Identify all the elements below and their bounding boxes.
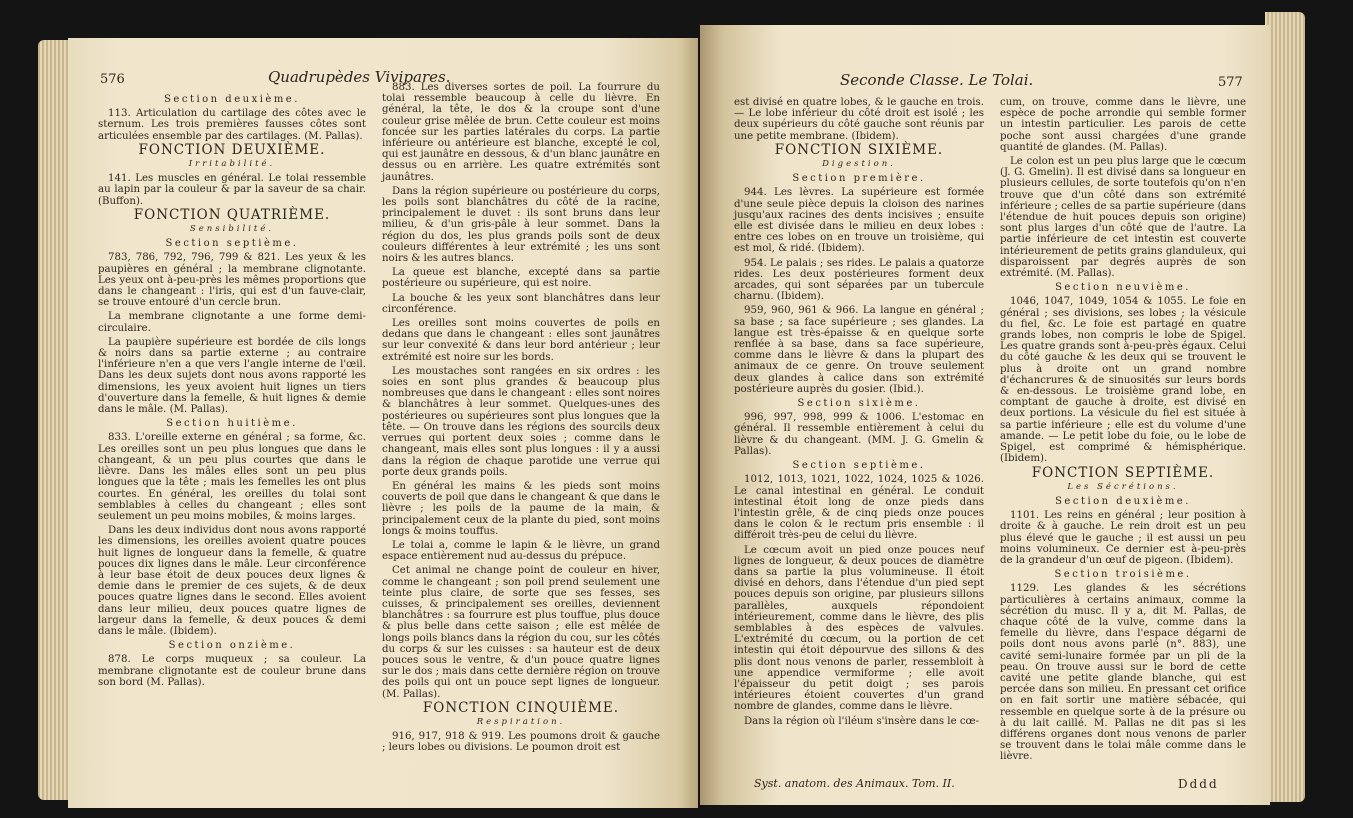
paragraph: est divisé en quatre lobes, & le gauche en trois. — Le lobe inférieur du côté droit est isolé ; les deux supérieurs du côté gauche sont réunis par une petite membrane. (Ibidem). (734, 97, 984, 142)
function-heading: FONCTION DEUXIÈME. (138, 141, 326, 158)
section-heading: Section deuxième. (164, 94, 300, 105)
right-column-2 (1000, 97, 1246, 766)
section-heading: Section première. (792, 173, 926, 185)
paragraph: Cet animal ne change point de couleur en hiver, comme le changeant ; son poil prend seulement une teinte plus claire, de sorte que ses fesses, ses cuisses, & principalement ses oreilles, deviennent blanchâtres : sa fourrure est plus touffue, plus douce & plus belle dans cette saison ; elle est mêlée de longs poils blancs dans la région du cou, sur les côtés du corps & sur les cuisses : sa hauteur est de deux pouces sous le ventre, & d'un pouce quatre lignes sur le dos ; mais dans cette dernière région on trouve des poils qui ont un pouce sept lignes de longueur. (M. Pallas). (382, 565, 661, 700)
page-number: 577 (1218, 75, 1243, 90)
paragraph: Le colon est un peu plus large que le cœcum (J. G. Gmelin). Il est divisé dans sa longueur en plusieurs cellules, de sorte toutefois qu'on n'en trouve que d'un côté dans son extrémité inférieure ; celles de sa partie supérieure (dans l'étendue de huit pouces depuis son origine) sont plus larges d'un côté que de l'autre. La partie inférieure de cet intestin est couverte intérieurement de petits grains glanduleux, qui disparoissent par degrés auprès de son extrémité. (M. Pallas). (1000, 156, 1246, 280)
paragraph: La paupière supérieure est bordée de cils longs & noirs dans sa partie externe ; au contraire l'inférieure n'en a que vers l'angle interne de l'œil. Dans les deux sujets dont nous avons rapporté les dimensions, les yeux avoient huit lignes un tiers d'ouverture dans la femelle, & huit lignes & demie dans le mâle. (M. Pallas). (98, 336, 366, 416)
paragraph: Dans la région où l'iléum s'insère dans le cœ- (744, 715, 980, 727)
right-column-1 (734, 97, 984, 730)
paragraph: cum, on trouve, comme dans le lièvre, une espèce de poche arrondie qui semble former un intestin particulier. Les parois de cette poche sont aussi chargées d'une grande quantité de glandes. (M. Pallas). (1000, 97, 1246, 153)
paragraph: 959, 960, 961 & 966. La langue en général ; sa base ; sa face supérieure ; ses glandes. La langue est très-épaisse & en quelque sorte renflée à sa base, dans sa face supérieure, comme dans le lièvre & dans la plupart des animaux de ce genre. On trouve seulement deux glandes à calice dans son extrémité postérieure auprès du gosier. (Ibid.). (734, 305, 984, 395)
right-page (700, 25, 1270, 805)
paragraph: 878. Le corps muqueux ; sa couleur. La membrane clignotante est de couleur brune dans son bord (M. Pallas). (98, 654, 366, 688)
paragraph: Les oreilles sont moins couvertes de poils en dedans que dans le changeant : elles sont jaunâtres sur leur convexité & dans leur bord antérieur ; leur extrémité est noire sur les bords. (382, 318, 660, 363)
paragraph: 996, 997, 998, 999 & 1006. L'estomac en général. Il ressemble entièrement à celui du lièvre & du changeant. (MM. J. G. Gmelin & Pallas). (734, 412, 984, 457)
section-heading: Section deuxième. (1055, 495, 1191, 507)
subheading: Les Sécrétions. (1067, 481, 1179, 492)
paragraph: 783, 786, 792, 796, 799 & 821. Les yeux & les paupières en général ; la membrane clignotante. Les yeux ont à-peu-près les mêmes proportions que dans le changeant : l'iris, qui est d'un fauve-clair, se trouve entouré d'un cercle brun. (98, 252, 366, 309)
function-heading: FONCTION QUATRIÈME. (133, 206, 331, 223)
paragraph: La membrane clignotante a une forme demi-circulaire. (98, 311, 366, 334)
paragraph: 141. Les muscles en général. Le tolai ressemble au lapin par la couleur & par la saveur de sa chair. (Buffon). (98, 173, 366, 207)
page-edges-right (1265, 12, 1305, 802)
paragraph: La bouche & les yeux sont blanchâtres dans leur circonférence. (382, 292, 660, 315)
page-edges-left (38, 40, 72, 800)
function-heading: FONCTION CINQUIÈME. (422, 699, 620, 716)
section-heading: Section sixième. (797, 398, 921, 410)
paragraph: Dans la région supérieure ou postérieure du corps, les poils sont blanchâtres du côté de la racine, principalement le duvet : ils sont bruns dans leur milieu, & d'un gris-pâle à leur sommet. Dans la région du dos, les plus grands poils sont de deux couleurs différentes à leur extrémité ; les uns sont noirs & les autres blancs. (382, 185, 660, 265)
running-head: Seconde Classe. Le Tolai. (840, 71, 1034, 89)
paragraph: La queue est blanche, excepté dans sa partie postérieure ou supérieure, qui est noire. (382, 267, 660, 290)
paragraph: Le tolai a, comme le lapin & le lièvre, un grand espace entièrement nud au-dessus du prépuce. (382, 539, 660, 563)
page-footer: Syst. anatom. des Animaux. Tom. II. (754, 777, 955, 790)
subheading: Irritabilité. (188, 159, 276, 170)
paragraph: 1012, 1013, 1021, 1022, 1024, 1025 & 1026. Le canal intestinal en général. Le conduit intestinal étoit long de onze pieds dans l'intestin grêle, & de cinq pieds onze pouces dans le colon & le rectum pris ensemble : il différoit très-peu de celui du lièvre. (734, 474, 984, 542)
paragraph: Le cœcum avoit un pied onze pouces neuf lignes de longueur, & deux pouces de diamètre dans sa partie la plus volumineuse. Il étoit divisé en dehors, dans l'étendue d'un pied sept pouces depuis son origine, par plusieurs sillons parallèles, auxquels répondoient intérieurement, comme dans le lièvre, des plis semblables à des espèces de valvules. L'extrémité du cœcum, ou la portion de cet intestin qui étoit dépourvue des sillons & des plis dont nous venons de parler, ressembloit à une appendice vermiforme ; elle avoit l'épaisseur du petit doigt ; ses parois intérieures étoient couvertes d'un grand nombre de glandes, comme dans le lièvre. (734, 544, 984, 713)
paragraph: 883. Les diverses sortes de poil. La fourrure du tolai ressemble beaucoup à celle du lièvre. En général, la tête, le dos & la croupe sont d'une couleur grise mêlée de brun. Cette couleur est moins foncée sur les parties latérales du corps. La partie inférieure ou antérieure est blanche, excepté le col, qui est jaunâtre en dessous, & d'un blanc jaunâtre en dessus ou en arrière. Les quatre extrémités sont jaunâtres. (382, 82, 660, 183)
section-heading: Section septième. (792, 460, 926, 472)
paragraph: 113. Articulation du cartilage des côtes avec le sternum. Les trois premières fausses côtes sont articulées ensemble par des cartilages. (M. Pallas). (98, 108, 366, 142)
left-column-2 (382, 82, 660, 757)
section-heading: Section huitième. (166, 418, 298, 430)
paragraph: 1101. Les reins en général ; leur position à droite & à gauche. Le rein droit est un peu plus élevé que le gauche ; il est aussi un peu moins volumineux. Ce dernier est à-peu-près de la grandeur d'un œuf de pigeon. (Ibidem). (1000, 510, 1246, 566)
page-number: 576 (100, 72, 125, 87)
paragraph: En général les mains & les pieds sont moins couverts de poil que dans le changeant & que dans le lièvre ; les poils de la paume de la main, & principalement ceux de la plante du pied, sont moins longs & moins touffus. (382, 480, 660, 537)
subheading: Digestion. (822, 159, 896, 170)
paragraph: Dans les deux individus dont nous avons rapporté les dimensions, les oreilles avoient quatre pouces huit lignes de longueur dans la femelle, & quatre pouces dix lignes dans le mâle. Leur circonférence à leur base étoit de deux pouces deux lignes & demie dans le premier de ces sujets, & de deux pouces quatre lignes dans le second. Elles avoient dans leur milieu, deux pouces quatre lignes de largeur dans la femelle, & deux pouces & demi dans le mâle. (Ibidem). (98, 525, 366, 637)
function-heading: FONCTION SEPTIÈME. (1031, 464, 1215, 481)
section-heading: Section septième. (165, 238, 299, 250)
paragraph: 954. Le palais ; ses rides. Le palais a quatorze rides. Les deux postérieures forment deux arcades, qui sont séparées par un tubercule charnu. (Ibidem). (734, 257, 984, 303)
left-column-1 (98, 94, 366, 691)
left-page (68, 38, 698, 808)
paragraph: 944. Les lèvres. La supérieure est formée d'une seule pièce depuis la cloison des narines jusqu'aux racines des dents incisives ; ensuite elle est divisée dans le milieu en deux lobes : entre ces lobes on en trouve un troisième, qui est mol, & ridé. (Ibidem). (734, 187, 984, 255)
section-heading: Section neuvième. (1055, 282, 1191, 294)
paragraph: 916, 917, 918 & 919. Les poumons droit & gauche ; leurs lobes ou divisions. Le poumon droit est (382, 731, 660, 754)
subheading: Respiration. (476, 716, 566, 727)
paragraph: 1129. Les glandes & les sécrétions particulières à certains animaux, comme la sécrétion du musc. Il y a, dit M. Pallas, de chaque côté de la vulve, comme dans la femelle du lièvre, dans l'espace dégarni de poils dont nous avons parlé (n°. 883), une cavité semi-lunaire formée par un pli de la peau. On trouve aussi sur le bord de cette cavité une petite glande blanche, qui est percée dans son milieu. En pressant cet orifice on en fait sortir une matière sébacée, qui ressemble en quelque sorte à de la présure ou à du lait caillé. M. Pallas ne dit pas si les différens organes dont nous venons de parler se trouvent dans le tolai mâle comme dans le lièvre. (1000, 583, 1246, 763)
paragraph: 833. L'oreille externe en général ; sa forme, &c. Les oreilles sont un peu plus longues que dans le changeant, & un peu plus courtes que dans le lièvre. Dans les mâles elles sont un peu plus longues que la tête ; mais les femelles les ont plus courtes. En général, les oreilles du tolai sont semblables à celles du changeant ; elles sont seulement un peu moins mobiles, & moins larges. (98, 432, 366, 522)
running-head: Quadrupèdes Vivipares. (268, 68, 451, 86)
signature-mark: Dddd (1178, 777, 1219, 791)
paragraph: Les moustaches sont rangées en six ordres : les soies en sont plus grandes & beaucoup plus nombreuses que dans le changeant : elles sont noires & blanchâtres à leur sommet. Quelques-unes des postérieures ou supérieures sont plus longues que la tête. — On trouve dans les régions des sourcils deux verrues qui portent deux soies ; comme dans le changeant, mais elles sont plus longues : il y a aussi dans la région de chaque parotide une verrue qui porte deux grands poils. (382, 365, 660, 478)
paragraph: 1046, 1047, 1049, 1054 & 1055. Le foie en général ; ses divisions, ses lobes ; la vésicule du fiel, &c. Le foie est partagé en quatre grands lobes, non compris le lobe de Spigel. Les quatre grands sont à-peu-près égaux. Celui du côté gauche & les deux qui se trouvent le plus à droite ont un grand nombre d'échancrures & de sinuosités sur leurs bords & en-dessous. Le troisième grand lobe, en comptant de gauche à droite, est divisé en deux portions. La vésicule du fiel est située à sa partie inférieure ; elle est du volume d'une amande. — Le petit lobe du foie, ou le lobe de Spigel, est comprimé & hémisphérique. (Ibidem). (1000, 296, 1246, 465)
subheading: Sensibilité. (189, 224, 275, 235)
function-heading: FONCTION SIXIÈME. (774, 141, 944, 158)
section-heading: Section onzième. (168, 640, 296, 652)
section-heading: Section troisième. (1054, 569, 1192, 581)
